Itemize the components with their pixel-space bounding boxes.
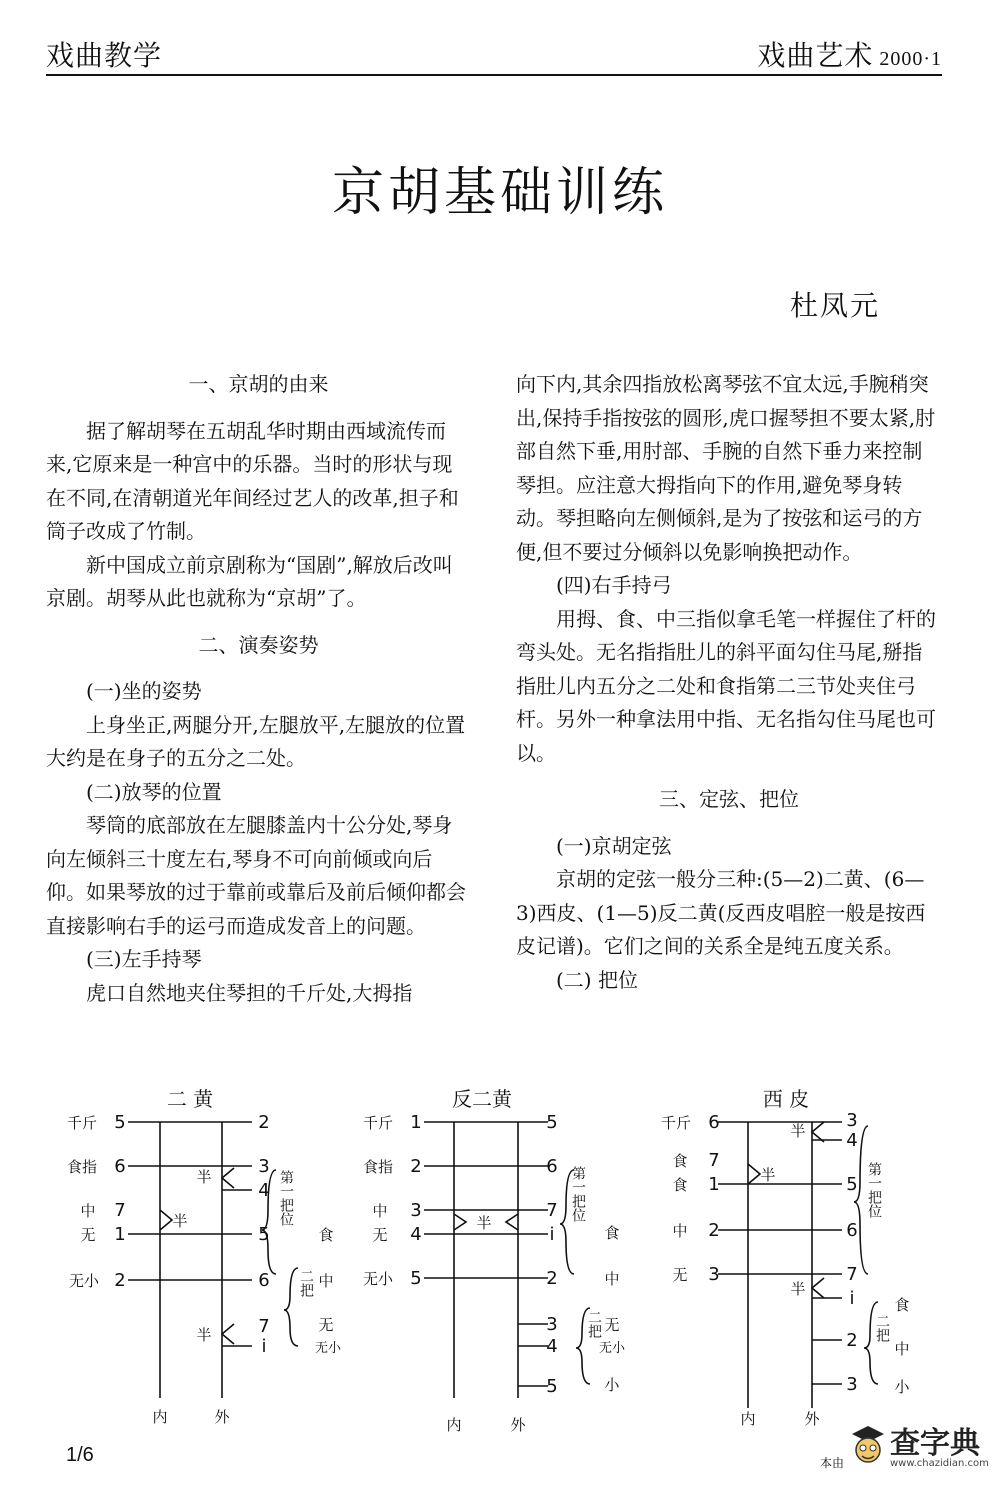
paragraph: 据了解胡琴在五胡乱华时期由西域流传而来,它原来是一种宫中的乐器。当时的形状与现在不同,在清朝道光年间经过艺人的改革,担子和筒子改成了竹制。 [46,418,459,543]
paragraph: 京胡的定弦一般分三种:(5—2)二黄、(6—3)西皮、(1—5)反二黄(反西皮唱腔一般是按西皮记谱)。它们之间的关系全是纯五度关系。 [516,867,926,958]
outer-string-label: 外 [214,1408,230,1426]
watermark-brand: 查字典 [890,1426,980,1461]
finger-label: 无小 [362,1270,394,1288]
subsection-heading: (一)京胡定弦 [556,833,672,858]
note-label: i [549,1224,555,1245]
finger-label: 食 [672,1152,688,1170]
paragraph: 虎口自然地夹住琴担的千斤处,大拇指 [86,980,413,1005]
note-label: i [261,1336,267,1357]
note-label: 2 [708,1220,720,1241]
finger-name: 中 [894,1340,910,1358]
note-label: 1 [410,1112,422,1133]
watermark-prefix: 本由 [820,1456,845,1470]
note-label: 6 [258,1270,270,1291]
finger-name: 无 [318,1316,334,1334]
inner-string-label: 内 [446,1416,462,1434]
running-header [46,28,942,76]
half-mark: 半 [172,1212,188,1230]
finger-label: 食 [672,1176,688,1194]
note-label: 3 [546,1314,558,1335]
half-mark: 半 [760,1166,776,1184]
note-label: 5 [546,1376,558,1397]
note-label: 1 [708,1174,720,1195]
watermark-url: www.chazidian.com [890,1458,989,1469]
header-section: 戏曲教学 [46,39,163,72]
outer-string-label: 外 [510,1416,526,1434]
journal-name: 戏曲艺术 [757,39,874,72]
finger-name: 无小 [314,1341,342,1356]
note-label: 2 [846,1330,858,1351]
finger-label: 中 [672,1222,688,1240]
note-label: i [849,1288,855,1309]
half-mark: 半 [476,1214,492,1232]
note-label: 3 [708,1264,720,1285]
left-column [46,368,471,1010]
section-heading: 一、京胡的由来 [188,372,329,396]
note-label: 5 [410,1268,422,1289]
note-label: 2 [410,1156,422,1177]
half-mark: 半 [196,1168,212,1186]
note-label: 2 [258,1112,270,1133]
note-label: 7 [708,1150,720,1171]
position-label: 二把 [874,1314,890,1342]
note-label: 2 [114,1270,126,1291]
site-watermark [820,1416,988,1478]
finger-name: 食 [318,1226,334,1244]
diagram-title: 反二黄 [452,1087,512,1111]
note-label: 3 [258,1156,270,1177]
position-label: 二把 [586,1310,602,1338]
diagram-erhuang-lines [128,1122,298,1398]
article-author: 杜凤元 [789,289,880,322]
subsection-heading: (二)放琴的位置 [86,779,222,804]
diagram-title: 西 皮 [762,1087,810,1111]
note-label: 4 [410,1224,422,1245]
finger-label: 中 [80,1202,96,1220]
note-label: 1 [114,1224,126,1245]
note-label: 6 [846,1220,858,1241]
note-label: 4 [546,1336,558,1357]
finger-label: 食指 [66,1158,98,1176]
section-heading: 三、定弦、把位 [659,787,799,811]
note-label: 6 [708,1112,720,1133]
finger-label: 千斤 [66,1114,98,1132]
paragraph: 用拇、食、中三指似拿毛笔一样握住了杆的弯头处。无名指指肚儿的斜平面勾住马尾,掰指指肚儿内五分之二处和食指第二三节处夹住弓杆。另外一种拿法用中指、无名指勾住马尾也可以。 [516,606,936,765]
section-heading: 二、演奏姿势 [198,632,319,657]
paragraph: 向下内,其余四指放松离琴弦不宜太远,手腕稍突出,保持手指按弦的圆形,虎口握琴担不要太紧,肘部自然下垂,用肘部、手腕的自然下垂力来控制琴担。应注意大拇指向下的作用,避免琴身转动。琴担略向左侧倾斜,是为了按弦和运弓的方便,但不要过分倾斜以免影响换把动作。 [516,372,936,564]
position-label: 第一把位 [278,1170,294,1226]
position-label: 第一把位 [866,1162,882,1218]
header-journal [757,34,942,74]
article-title: 京胡基础训练 [331,163,668,223]
finger-label: 无 [372,1226,388,1244]
finger-label: 无 [80,1226,96,1244]
note-label: 5 [846,1174,858,1195]
note-label: 7 [258,1316,270,1337]
note-label: 3 [846,1110,858,1131]
half-mark: 半 [196,1326,212,1344]
note-label: 4 [258,1180,270,1201]
note-label: 7 [846,1264,858,1285]
note-label: 5 [546,1112,558,1133]
finger-label: 千斤 [362,1114,394,1132]
paragraph: 琴筒的底部放在左腿膝盖内十公分处,琴身向左倾斜三十度左右,琴身不可向前倾或向后仰。如果琴放的过于靠前或靠后及前后倾仰都会直接影响右手的运弓而造成发音上的问题。 [46,813,466,938]
note-label: 2 [546,1268,558,1289]
diagram-fanerhuang-lines [424,1122,590,1398]
note-label: 3 [846,1374,858,1395]
note-label: 5 [258,1224,270,1245]
finger-label: 千斤 [660,1114,692,1132]
finger-name: 小 [894,1378,910,1396]
note-label: 7 [546,1200,558,1221]
position-label: 二把 [298,1269,314,1297]
note-label: 7 [114,1200,126,1221]
note-label: 6 [114,1156,126,1177]
note-label: 3 [410,1200,422,1221]
paragraph: 上身坐正,两腿分开,左腿放平,左腿放的位置大约是在身子的五分之二处。 [46,712,466,770]
inner-string-label: 内 [152,1408,168,1426]
outer-string-label: 外 [804,1410,820,1428]
right-column [516,368,942,997]
subsection-heading: (一)坐的姿势 [86,679,202,703]
finger-name: 食 [894,1296,910,1314]
half-mark: 半 [790,1122,806,1140]
finger-label: 中 [372,1202,388,1220]
page-number: 1/6 [66,1444,94,1466]
finger-name: 食 [604,1224,620,1242]
finger-label: 无小 [68,1272,100,1290]
finger-name: 无小 [598,1341,626,1356]
mascot-icon [848,1422,888,1468]
inner-string-label: 内 [740,1410,756,1428]
note-label: 5 [114,1112,126,1133]
note-label: 4 [846,1130,858,1151]
finger-name: 中 [318,1272,334,1290]
subsection-heading: (三)左手持琴 [86,947,202,971]
journal-issue: 2000·1 [879,48,942,70]
half-mark: 半 [790,1280,806,1298]
paragraph: 新中国成立前京剧称为“国剧”,解放后改叫京剧。胡琴从此也就称为“京胡”了。 [46,552,453,610]
finger-label: 食指 [362,1158,394,1176]
finger-name: 小 [604,1376,620,1394]
finger-name: 无 [604,1316,620,1334]
diagram-title: 二 黄 [166,1087,214,1111]
subsection-heading: (四)右手持弓 [556,573,672,597]
subsection-heading: (二) 把位 [556,967,638,992]
finger-name: 中 [604,1270,620,1288]
fingering-diagrams [0,1078,1000,1438]
finger-label: 无 [672,1266,688,1284]
position-label: 第一把位 [570,1166,586,1222]
note-label: 6 [546,1156,558,1177]
